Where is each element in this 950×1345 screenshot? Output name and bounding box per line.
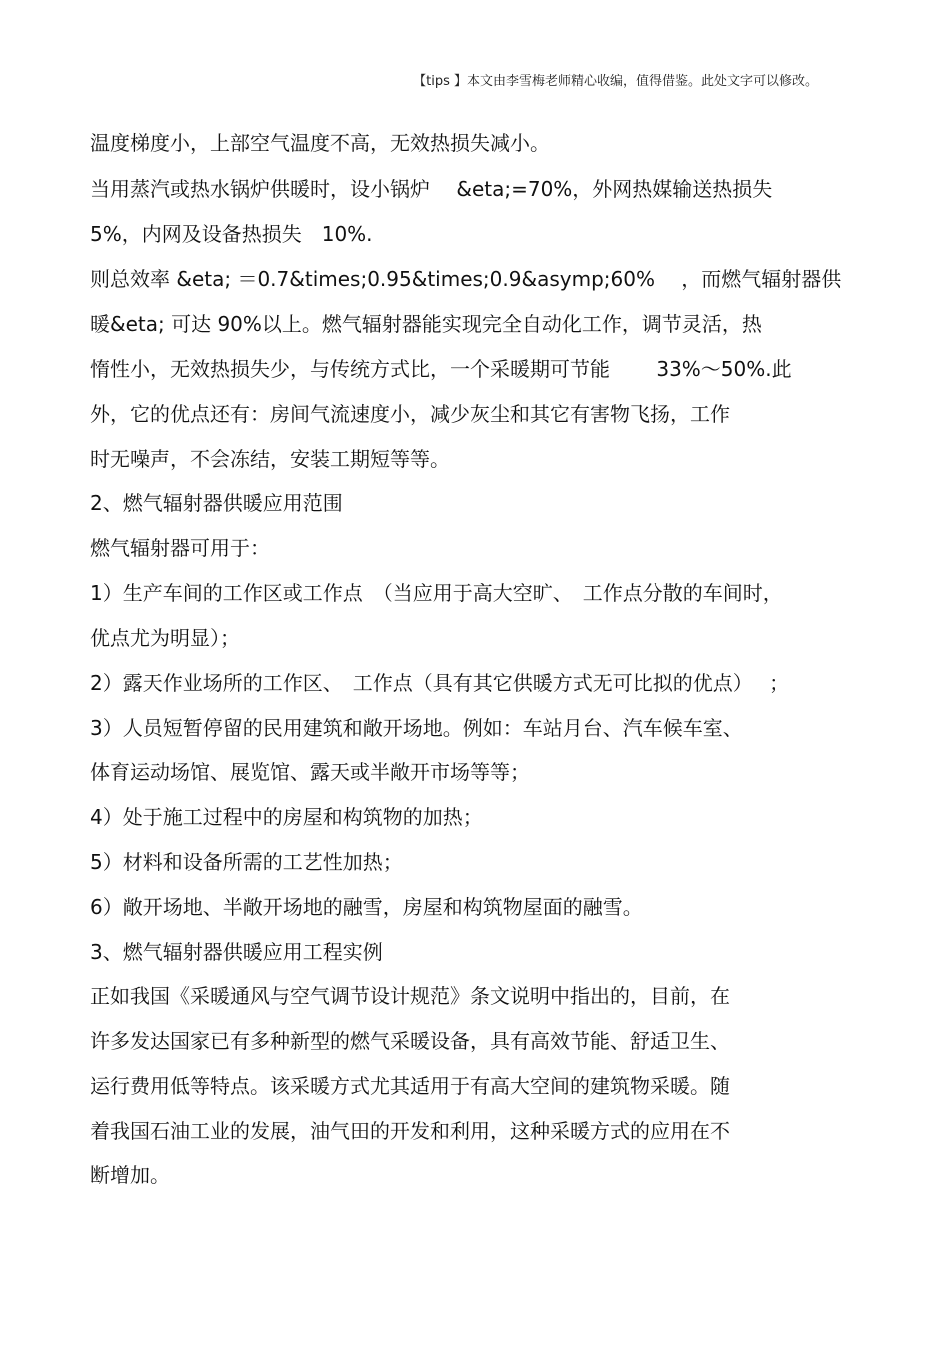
text-line: 当用蒸汽或热水锅炉供暖时，设小锅炉 &eta;=70%，外网热媒输送热损失 bbox=[90, 177, 773, 201]
text-line: 燃气辐射器可用于： bbox=[90, 536, 270, 560]
list-item: 6）敞开场地、半敞开场地的融雪，房屋和构筑物屋面的融雪。 bbox=[90, 895, 643, 919]
text-line: 5%，内网及设备热损失 10%. bbox=[90, 222, 373, 246]
section-heading: 3、燃气辐射器供暖应用工程实例 bbox=[90, 940, 383, 964]
text-line: 着我国石油工业的发展，油气田的开发和利用，这种采暖方式的应用在不 bbox=[90, 1119, 730, 1143]
text-line: 许多发达国家已有多种新型的燃气采暖设备，具有高效节能、舒适卫生、 bbox=[90, 1029, 730, 1053]
text-line: 惰性小，无效热损失少，与传统方式比，一个采暖期可节能 33%～50%.此 bbox=[90, 357, 792, 381]
list-item-continuation: 体育运动场馆、展览馆、露天或半敞开市场等等； bbox=[90, 760, 530, 784]
text-line: 运行费用低等特点。该采暖方式尤其适用于有高大空间的建筑物采暖。随 bbox=[90, 1074, 730, 1098]
list-item: 2）露天作业场所的工作区、 工作点（具有其它供暖方式无可比拟的优点） ； bbox=[90, 671, 790, 695]
text-line: 断增加。 bbox=[90, 1163, 170, 1187]
text-line: 外，它的优点还有：房间气流速度小，减少灰尘和其它有害物飞扬，工作 bbox=[90, 402, 730, 426]
section-heading: 2、燃气辐射器供暖应用范围 bbox=[90, 491, 343, 515]
text-line: 暖&eta; 可达 90%以上。燃气辐射器能实现完全自动化工作，调节灵活，热 bbox=[90, 312, 762, 336]
list-item-continuation: 优点尤为明显）； bbox=[90, 626, 240, 650]
list-item: 5）材料和设备所需的工艺性加热； bbox=[90, 850, 403, 874]
header-tips: 【tips 】本文由李雪梅老师精心收编，值得借鉴。此处文字可以修改。 bbox=[413, 74, 818, 89]
text-line: 则总效率 &eta; ＝0.7&times;0.95&times;0.9&asymp;60% ，而燃气辐射器供 bbox=[90, 267, 842, 291]
list-item: 3）人员短暂停留的民用建筑和敞开场地。例如：车站月台、汽车候车室、 bbox=[90, 716, 743, 740]
text-line: 温度梯度小，上部空气温度不高，无效热损失减小。 bbox=[90, 131, 550, 155]
text-line: 时无噪声，不会冻结，安装工期短等等。 bbox=[90, 447, 450, 471]
text-line: 正如我国《采暖通风与空气调节设计规范》条文说明中指出的，目前，在 bbox=[90, 984, 730, 1008]
list-item: 1）生产车间的工作区或工作点 （当应用于高大空旷、 工作点分散的车间时， bbox=[90, 581, 783, 605]
list-item: 4）处于施工过程中的房屋和构筑物的加热； bbox=[90, 805, 483, 829]
